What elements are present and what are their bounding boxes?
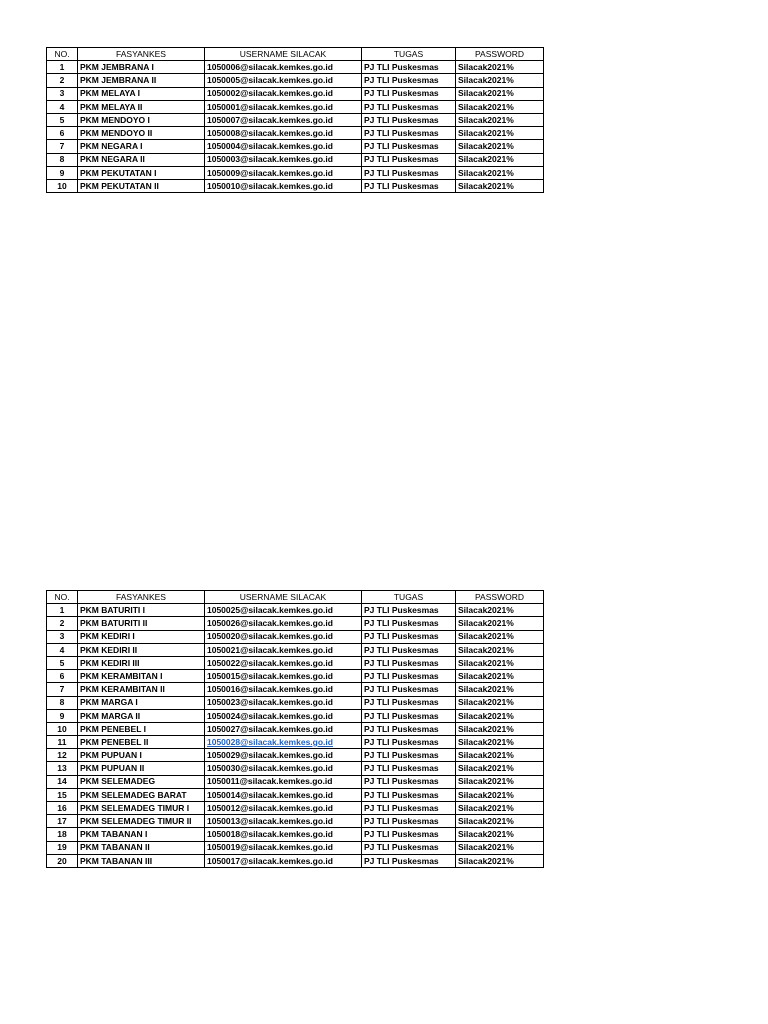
cell-password: Silacak2021% xyxy=(456,617,544,630)
cell-no: 20 xyxy=(47,854,78,867)
cell-no: 6 xyxy=(47,670,78,683)
cell-tugas: PJ TLI Puskesmas xyxy=(362,762,456,775)
table-row xyxy=(47,802,544,815)
cell-password: Silacak2021% xyxy=(456,670,544,683)
cell-no: 8 xyxy=(47,696,78,709)
cell-tugas: PJ TLI Puskesmas xyxy=(362,709,456,722)
table-row xyxy=(47,841,544,854)
cell-tugas: PJ TLI Puskesmas xyxy=(362,617,456,630)
cell-tugas: PJ TLI Puskesmas xyxy=(362,656,456,669)
cell-username: 1050019@silacak.kemkes.go.id xyxy=(205,841,362,854)
cell-fasyankes: PKM MARGA I xyxy=(78,696,205,709)
cell-fasyankes: PKM PENEBEL II xyxy=(78,736,205,749)
cell-fasyankes: PKM SELEMADEG TIMUR I xyxy=(78,802,205,815)
header-tugas: TUGAS xyxy=(362,48,456,61)
cell-username: 1050002@silacak.kemkes.go.id xyxy=(205,87,362,100)
cell-tugas: PJ TLI Puskesmas xyxy=(362,775,456,788)
table-row xyxy=(47,788,544,801)
table-row xyxy=(47,683,544,696)
cell-password: Silacak2021% xyxy=(456,61,544,74)
cell-tugas: PJ TLI Puskesmas xyxy=(362,828,456,841)
table-row xyxy=(47,815,544,828)
cell-tugas: PJ TLI Puskesmas xyxy=(362,854,456,867)
cell-username: 1050008@silacak.kemkes.go.id xyxy=(205,127,362,140)
cell-username: 1050025@silacak.kemkes.go.id xyxy=(205,604,362,617)
table-row xyxy=(47,153,544,166)
cell-username: 1050011@silacak.kemkes.go.id xyxy=(205,775,362,788)
header-fasyankes: FASYANKES xyxy=(78,591,205,604)
cell-fasyankes: PKM MARGA II xyxy=(78,709,205,722)
cell-no: 18 xyxy=(47,828,78,841)
header-no: NO. xyxy=(47,591,78,604)
cell-username: 1050009@silacak.kemkes.go.id xyxy=(205,166,362,179)
header-password: PASSWORD xyxy=(456,48,544,61)
cell-password: Silacak2021% xyxy=(456,762,544,775)
cell-username: 1050026@silacak.kemkes.go.id xyxy=(205,617,362,630)
table-row xyxy=(47,749,544,762)
cell-password: Silacak2021% xyxy=(456,722,544,735)
account-table-2 xyxy=(46,590,544,868)
cell-tugas: PJ TLI Puskesmas xyxy=(362,670,456,683)
cell-password: Silacak2021% xyxy=(456,604,544,617)
header-no: NO. xyxy=(47,48,78,61)
cell-tugas: PJ TLI Puskesmas xyxy=(362,643,456,656)
cell-password: Silacak2021% xyxy=(456,166,544,179)
cell-no: 2 xyxy=(47,74,78,87)
cell-password: Silacak2021% xyxy=(456,74,544,87)
table-row xyxy=(47,617,544,630)
table-row xyxy=(47,696,544,709)
cell-tugas: PJ TLI Puskesmas xyxy=(362,749,456,762)
cell-username: 1050003@silacak.kemkes.go.id xyxy=(205,153,362,166)
cell-no: 15 xyxy=(47,788,78,801)
cell-username: 1050030@silacak.kemkes.go.id xyxy=(205,762,362,775)
cell-no: 13 xyxy=(47,762,78,775)
cell-password: Silacak2021% xyxy=(456,643,544,656)
table-row xyxy=(47,604,544,617)
cell-username: 1050020@silacak.kemkes.go.id xyxy=(205,630,362,643)
cell-no: 9 xyxy=(47,709,78,722)
cell-fasyankes: PKM KEDIRI III xyxy=(78,656,205,669)
cell-tugas: PJ TLI Puskesmas xyxy=(362,127,456,140)
cell-fasyankes: PKM KEDIRI II xyxy=(78,643,205,656)
cell-username: 1050007@silacak.kemkes.go.id xyxy=(205,113,362,126)
cell-tugas: PJ TLI Puskesmas xyxy=(362,87,456,100)
header-tugas: TUGAS xyxy=(362,591,456,604)
cell-fasyankes: PKM BATURITI II xyxy=(78,617,205,630)
cell-fasyankes: PKM TABANAN III xyxy=(78,854,205,867)
cell-no: 2 xyxy=(47,617,78,630)
cell-no: 17 xyxy=(47,815,78,828)
table-row xyxy=(47,166,544,179)
table-row xyxy=(47,127,544,140)
cell-tugas: PJ TLI Puskesmas xyxy=(362,841,456,854)
cell-username: 1050015@silacak.kemkes.go.id xyxy=(205,670,362,683)
cell-tugas: PJ TLI Puskesmas xyxy=(362,61,456,74)
cell-password: Silacak2021% xyxy=(456,788,544,801)
cell-password: Silacak2021% xyxy=(456,696,544,709)
cell-password: Silacak2021% xyxy=(456,854,544,867)
cell-no: 6 xyxy=(47,127,78,140)
table-header-row xyxy=(47,48,544,61)
cell-username: 1050014@silacak.kemkes.go.id xyxy=(205,788,362,801)
cell-tugas: PJ TLI Puskesmas xyxy=(362,696,456,709)
cell-no: 5 xyxy=(47,656,78,669)
table-row xyxy=(47,736,544,749)
cell-username: 1050022@silacak.kemkes.go.id xyxy=(205,656,362,669)
cell-no: 10 xyxy=(47,179,78,192)
cell-no: 3 xyxy=(47,630,78,643)
cell-fasyankes: PKM BATURITI I xyxy=(78,604,205,617)
cell-username: 1050027@silacak.kemkes.go.id xyxy=(205,722,362,735)
cell-password: Silacak2021% xyxy=(456,100,544,113)
cell-tugas: PJ TLI Puskesmas xyxy=(362,683,456,696)
cell-no: 1 xyxy=(47,604,78,617)
cell-fasyankes: PKM SELEMADEG xyxy=(78,775,205,788)
cell-no: 14 xyxy=(47,775,78,788)
cell-username: 1050024@silacak.kemkes.go.id xyxy=(205,709,362,722)
cell-password: Silacak2021% xyxy=(456,749,544,762)
cell-username: 1050004@silacak.kemkes.go.id xyxy=(205,140,362,153)
cell-fasyankes: PKM KERAMBITAN II xyxy=(78,683,205,696)
cell-tugas: PJ TLI Puskesmas xyxy=(362,722,456,735)
table-row xyxy=(47,100,544,113)
table-row xyxy=(47,643,544,656)
header-fasyankes: FASYANKES xyxy=(78,48,205,61)
table-row xyxy=(47,670,544,683)
cell-password: Silacak2021% xyxy=(456,153,544,166)
cell-password: Silacak2021% xyxy=(456,709,544,722)
cell-username: 1050017@silacak.kemkes.go.id xyxy=(205,854,362,867)
cell-no: 4 xyxy=(47,100,78,113)
table-row xyxy=(47,854,544,867)
cell-username: 1050005@silacak.kemkes.go.id xyxy=(205,74,362,87)
cell-password: Silacak2021% xyxy=(456,802,544,815)
username-link[interactable]: 1050028@silacak.kemkes.go.id xyxy=(207,736,333,747)
cell-fasyankes: PKM PUPUAN I xyxy=(78,749,205,762)
cell-no: 9 xyxy=(47,166,78,179)
header-username: USERNAME SILACAK xyxy=(205,48,362,61)
cell-no: 3 xyxy=(47,87,78,100)
table-row xyxy=(47,87,544,100)
cell-tugas: PJ TLI Puskesmas xyxy=(362,815,456,828)
cell-password: Silacak2021% xyxy=(456,683,544,696)
cell-username xyxy=(205,736,362,749)
cell-password: Silacak2021% xyxy=(456,140,544,153)
header-password: PASSWORD xyxy=(456,591,544,604)
table-row xyxy=(47,179,544,192)
cell-username: 1050021@silacak.kemkes.go.id xyxy=(205,643,362,656)
cell-fasyankes: PKM JEMBRANA I xyxy=(78,61,205,74)
cell-fasyankes: PKM MENDOYO I xyxy=(78,113,205,126)
cell-tugas: PJ TLI Puskesmas xyxy=(362,113,456,126)
cell-password: Silacak2021% xyxy=(456,630,544,643)
cell-password: Silacak2021% xyxy=(456,113,544,126)
cell-fasyankes: PKM NEGARA I xyxy=(78,140,205,153)
cell-tugas: PJ TLI Puskesmas xyxy=(362,140,456,153)
cell-fasyankes: PKM JEMBRANA II xyxy=(78,74,205,87)
cell-fasyankes: PKM KERAMBITAN I xyxy=(78,670,205,683)
cell-username: 1050023@silacak.kemkes.go.id xyxy=(205,696,362,709)
cell-password: Silacak2021% xyxy=(456,736,544,749)
table-row xyxy=(47,709,544,722)
cell-no: 12 xyxy=(47,749,78,762)
cell-username: 1050010@silacak.kemkes.go.id xyxy=(205,179,362,192)
cell-fasyankes: PKM TABANAN II xyxy=(78,841,205,854)
cell-no: 5 xyxy=(47,113,78,126)
cell-no: 19 xyxy=(47,841,78,854)
cell-tugas: PJ TLI Puskesmas xyxy=(362,736,456,749)
cell-password: Silacak2021% xyxy=(456,775,544,788)
account-table-1 xyxy=(46,47,544,193)
table-row xyxy=(47,74,544,87)
cell-password: Silacak2021% xyxy=(456,815,544,828)
cell-username: 1050012@silacak.kemkes.go.id xyxy=(205,802,362,815)
cell-fasyankes: PKM SELEMADEG BARAT xyxy=(78,788,205,801)
cell-username: 1050016@silacak.kemkes.go.id xyxy=(205,683,362,696)
table-row xyxy=(47,775,544,788)
cell-no: 1 xyxy=(47,61,78,74)
cell-tugas: PJ TLI Puskesmas xyxy=(362,179,456,192)
cell-tugas: PJ TLI Puskesmas xyxy=(362,74,456,87)
cell-username: 1050029@silacak.kemkes.go.id xyxy=(205,749,362,762)
cell-fasyankes: PKM KEDIRI I xyxy=(78,630,205,643)
table-row xyxy=(47,61,544,74)
cell-no: 11 xyxy=(47,736,78,749)
cell-fasyankes: PKM PENEBEL I xyxy=(78,722,205,735)
cell-fasyankes: PKM MENDOYO II xyxy=(78,127,205,140)
table-row xyxy=(47,722,544,735)
cell-password: Silacak2021% xyxy=(456,87,544,100)
cell-fasyankes: PKM MELAYA I xyxy=(78,87,205,100)
cell-fasyankes: PKM PUPUAN II xyxy=(78,762,205,775)
header-username: USERNAME SILACAK xyxy=(205,591,362,604)
cell-fasyankes: PKM NEGARA II xyxy=(78,153,205,166)
cell-fasyankes: PKM PEKUTATAN I xyxy=(78,166,205,179)
cell-password: Silacak2021% xyxy=(456,828,544,841)
cell-password: Silacak2021% xyxy=(456,656,544,669)
cell-password: Silacak2021% xyxy=(456,841,544,854)
table-header-row xyxy=(47,591,544,604)
cell-no: 7 xyxy=(47,140,78,153)
cell-tugas: PJ TLI Puskesmas xyxy=(362,788,456,801)
cell-tugas: PJ TLI Puskesmas xyxy=(362,166,456,179)
cell-no: 7 xyxy=(47,683,78,696)
cell-no: 10 xyxy=(47,722,78,735)
table-row xyxy=(47,113,544,126)
table-row xyxy=(47,630,544,643)
cell-no: 4 xyxy=(47,643,78,656)
cell-no: 16 xyxy=(47,802,78,815)
cell-password: Silacak2021% xyxy=(456,127,544,140)
table-row xyxy=(47,828,544,841)
table-row xyxy=(47,656,544,669)
cell-password: Silacak2021% xyxy=(456,179,544,192)
cell-tugas: PJ TLI Puskesmas xyxy=(362,630,456,643)
cell-tugas: PJ TLI Puskesmas xyxy=(362,802,456,815)
table-row xyxy=(47,140,544,153)
cell-username: 1050018@silacak.kemkes.go.id xyxy=(205,828,362,841)
cell-tugas: PJ TLI Puskesmas xyxy=(362,153,456,166)
cell-fasyankes: PKM MELAYA II xyxy=(78,100,205,113)
cell-username: 1050001@silacak.kemkes.go.id xyxy=(205,100,362,113)
cell-fasyankes: PKM SELEMADEG TIMUR II xyxy=(78,815,205,828)
cell-tugas: PJ TLI Puskesmas xyxy=(362,100,456,113)
cell-tugas: PJ TLI Puskesmas xyxy=(362,604,456,617)
cell-fasyankes: PKM PEKUTATAN II xyxy=(78,179,205,192)
table-row xyxy=(47,762,544,775)
cell-no: 8 xyxy=(47,153,78,166)
cell-username: 1050006@silacak.kemkes.go.id xyxy=(205,61,362,74)
cell-username: 1050013@silacak.kemkes.go.id xyxy=(205,815,362,828)
cell-fasyankes: PKM TABANAN I xyxy=(78,828,205,841)
